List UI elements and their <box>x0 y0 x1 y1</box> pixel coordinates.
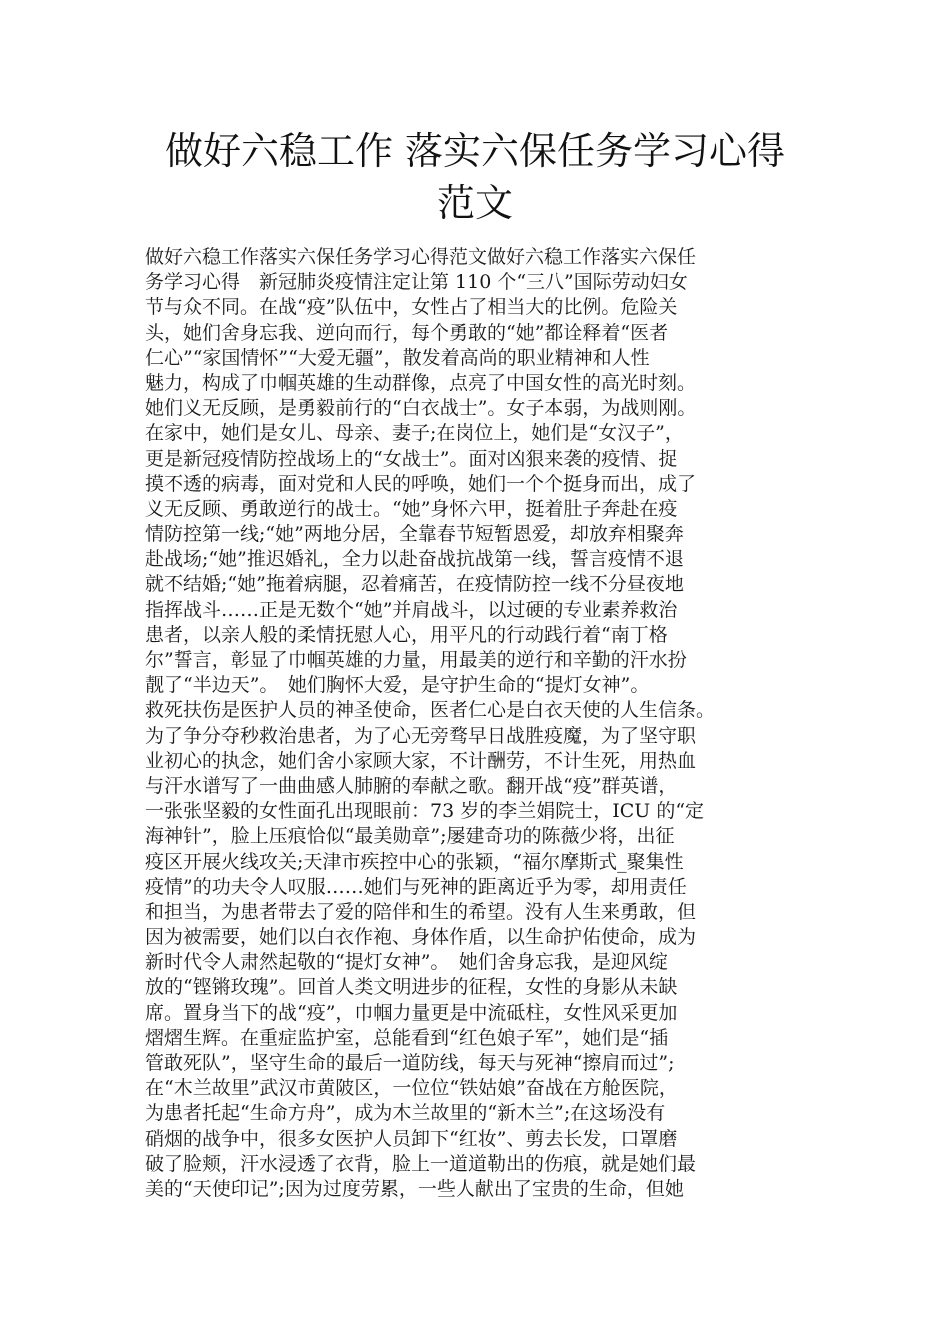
body-text-line: 因为被需要，她们以白衣作袍、身体作盾，以生命护佑使命，成为 <box>145 926 697 949</box>
body-text-line: 尔”誓言，彰显了巾帼英雄的力量，用最美的逆行和辛勤的汗水扮 <box>145 649 687 671</box>
body-text-line: 她们义无反顾，是勇毅前行的“白衣战士”。女子本弱，为战则刚。 <box>145 397 697 420</box>
body-text-line: 疫情”的功夫令人叹服……她们与死神的距离近乎为零，却用责任 <box>145 875 687 898</box>
body-text-line: 在家中，她们是女儿、母亲、妻子;在岗位上，她们是“女汉子”， <box>145 422 684 445</box>
body-text-line: 魅力，构成了巾帼英雄的生动群像，点亮了中国女性的高光时刻。 <box>145 371 697 394</box>
body-text-line: 仁心”“家国情怀”“大爱无疆”，散发着高尚的职业精神和人性 <box>145 346 650 369</box>
body-text-line: 熠熠生辉。在重症监护室，总能看到“红色娘子军”，她们是“插 <box>145 1026 669 1049</box>
body-text-line: 就不结婚;“她”拖着病腿，忍着痛苦，在疫情防控一线不分昼夜地 <box>145 573 684 596</box>
title-line-1: 做好六稳工作 落实六保任务学习心得 <box>164 129 786 173</box>
body-text-line: 业初心的执念，她们舍小家顾大家，不计酬劳，不计生死，用热血 <box>145 749 697 772</box>
body-text-line: 一张张坚毅的女性面孔出现眼前：73 岁的李兰娟院士，ICU 的“定 <box>145 800 705 823</box>
body-text-line: 节与众不同。在战“疫”队伍中，女性占了相当大的比例。危险关 <box>145 296 678 319</box>
document-title <box>100 125 850 229</box>
body-text-line: 管敢死队”，坚守生命的最后一道防线，每天与死神“擦肩而过”; <box>145 1052 675 1074</box>
body-text-line: 更是新冠疫情防控战场上的“女战士”。面对凶狠来袭的疫情、捉 <box>145 447 678 470</box>
body-text-line: 美的“天使印记”;因为过度劳累，一些人献出了宝贵的生命，但她 <box>145 1177 684 1200</box>
body-text-line: 放的“铿锵玫瑰”。回首人类文明进步的征程，女性的身影从未缺 <box>145 976 678 999</box>
body-text-line: 为了争分夺秒救治患者，为了心无旁骛早日战胜疫魔，为了坚守职 <box>145 724 697 747</box>
body-text-line: 破了脸颊，汗水浸透了衣背，脸上一道道勒出的伤痕，就是她们最 <box>145 1152 697 1175</box>
body-text-line: 情防控第一线;“她”两地分居，全靠春节短暂恩爱，却放弃相聚奔 <box>145 523 684 546</box>
body-text-line: 做好六稳工作落实六保任务学习心得范文做好六稳工作落实六保任 <box>145 246 697 268</box>
body-text-line: 指挥战斗……正是无数个“她”并肩战斗，以过硬的专业素养救治 <box>145 598 678 621</box>
document-body <box>145 245 835 1202</box>
body-text-line: 靓了“半边天”。 她们胸怀大爱，是守护生命的“提灯女神”。 <box>145 674 650 697</box>
body-text-line: 新时代令人肃然起敬的“提灯女神”。 她们舍身忘我，是迎风绽 <box>145 951 668 974</box>
body-text-line: 救死扶伤是医护人员的神圣使命，医者仁心是白衣天使的人生信条。 <box>145 699 716 722</box>
body-text-line: 为患者托起“生命方舟”，成为木兰故里的“新木兰”;在这场没有 <box>145 1102 666 1125</box>
body-text-line: 义无反顾、勇敢逆行的战士。“她”身怀六甲，挺着肚子奔赴在疫 <box>145 497 678 520</box>
body-text-line: 和担当，为患者带去了爱的陪伴和生的希望。没有人生来勇敢，但 <box>145 900 697 923</box>
body-text-line: 海神针”，脸上压痕恰似“最美勋章”;屡建奇功的陈薇少将，出征 <box>145 825 675 848</box>
body-text-line: 赴战场;“她”推迟婚礼，全力以赴奋战抗战第一线，誓言疫情不退 <box>145 548 684 571</box>
title-line-2: 范文 <box>436 181 513 225</box>
body-text-line: 硝烟的战争中，很多女医护人员卸下“红妆”、剪去长发，口罩磨 <box>145 1127 678 1150</box>
body-text-line: 头，她们舍身忘我、逆向而行，每个勇敢的“她”都诠释着“医者 <box>145 321 669 344</box>
body-text-line: 务学习心得 新冠肺炎疫情注定让第 110 个“三八”国际劳动妇女 <box>145 271 688 294</box>
body-text-line: 在“木兰故里”武汉市黄陂区，一位位“铁姑娘”奋战在方舱医院， <box>145 1077 678 1100</box>
body-text-line: 疫区开展火线攻关;天津市疾控中心的张颖，“福尔摩斯式_聚集性 <box>145 850 684 873</box>
body-text-line: 席。置身当下的战“疫”，巾帼力量更是中流砥柱，女性风采更加 <box>145 1001 678 1024</box>
body-text-line: 摸不透的病毒，面对党和人民的呼唤，她们一个个挺身而出，成了 <box>145 472 697 495</box>
body-text-line: 与汗水谱写了一曲曲感人肺腑的奉献之歌。翻开战“疫”群英谱， <box>145 774 678 797</box>
body-text-line: 患者，以亲人般的柔情抚慰人心，用平凡的行动践行着“南丁格 <box>145 623 668 646</box>
